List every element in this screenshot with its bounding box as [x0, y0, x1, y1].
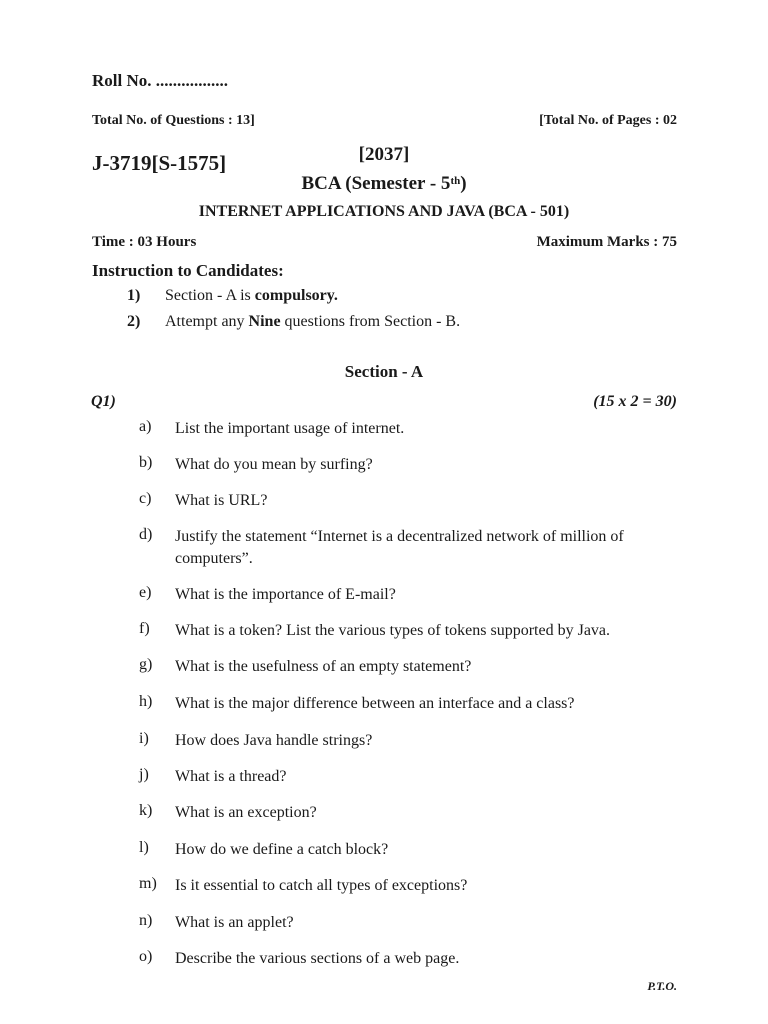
- subquestion-letter: e): [139, 584, 152, 601]
- instruction-item: [165, 287, 338, 305]
- subquestion-text: How do we define a catch block?: [175, 841, 389, 858]
- subquestion-text: Justify the statement “Internet is a decentralized network of million of computers”.: [175, 528, 624, 567]
- subquestion-letter: m): [139, 875, 157, 892]
- subquestion-text: What is the major difference between an interface and a class?: [175, 695, 575, 712]
- instruction-number: 2): [127, 313, 141, 330]
- section-a-heading: Section - A: [344, 362, 424, 381]
- subquestion-letter: j): [139, 766, 149, 783]
- subquestion-text: How does Java handle strings?: [175, 732, 373, 749]
- subquestion-letter: i): [139, 730, 149, 747]
- paper-code: J-3719[S-1575]: [92, 151, 227, 175]
- subquestion-text: What is a thread?: [175, 768, 287, 785]
- exam-time: Time : 03 Hours: [92, 234, 197, 250]
- course-title: [0, 173, 768, 195]
- course-superscript: th: [450, 175, 461, 187]
- instructions-heading: Instruction to Candidates:: [92, 261, 284, 280]
- maximum-marks: Maximum Marks : 75: [536, 234, 677, 250]
- subquestion-text: List the important usage of internet.: [175, 420, 405, 437]
- subquestion-text: What do you mean by surfing?: [175, 456, 373, 473]
- course-prefix: BCA (Semester - 5: [301, 173, 451, 194]
- instruction-emphasis: compulsory.: [254, 287, 338, 304]
- subquestion-text: What is the importance of E-mail?: [175, 586, 396, 603]
- subquestion-letter: n): [139, 912, 153, 929]
- subquestion-text: What is the usefulness of an empty statement?: [175, 658, 472, 675]
- instruction-text: Section - A is: [165, 287, 255, 304]
- subquestion-letter: a): [139, 418, 152, 435]
- subquestion-text: What is an applet?: [175, 914, 294, 931]
- subquestion-letter: b): [139, 454, 153, 471]
- roll-number-field: Roll No. .................: [92, 71, 228, 90]
- subquestion-letter: o): [139, 948, 153, 965]
- question-marks: (15 x 2 = 30): [593, 393, 677, 410]
- subquestion-letter: c): [139, 490, 152, 507]
- exam-year: [2037]: [358, 144, 410, 165]
- question-label: Q1): [91, 393, 116, 410]
- subquestion-letter: l): [139, 839, 149, 856]
- total-questions: Total No. of Questions : 13]: [92, 113, 255, 128]
- subject-title: INTERNET APPLICATIONS AND JAVA (BCA - 501): [198, 203, 570, 220]
- subquestion-text: What is a token? List the various types of tokens supported by Java.: [175, 622, 611, 639]
- subquestion-text: What is URL?: [175, 492, 268, 509]
- subquestion-text: What is an exception?: [175, 804, 317, 821]
- subquestion-letter: d): [139, 526, 153, 543]
- subquestion-text: Is it essential to catch all types of exceptions?: [175, 877, 468, 894]
- course-suffix: ): [460, 173, 467, 194]
- instruction-emphasis: Nine: [248, 313, 281, 330]
- subquestion-letter: k): [139, 802, 153, 819]
- page-turn-over-note: P.T.O.: [647, 979, 677, 993]
- subquestion-letter: f): [139, 620, 150, 637]
- instruction-text-after: questions from Section - B.: [280, 313, 461, 330]
- instruction-item: [165, 313, 460, 331]
- total-pages: [Total No. of Pages : 02: [539, 113, 677, 128]
- instruction-number: 1): [127, 287, 141, 304]
- instruction-text: Attempt any: [165, 313, 249, 330]
- subquestion-letter: h): [139, 693, 153, 710]
- subquestion-text: Describe the various sections of a web page.: [175, 950, 460, 967]
- subquestion-letter: g): [139, 656, 153, 673]
